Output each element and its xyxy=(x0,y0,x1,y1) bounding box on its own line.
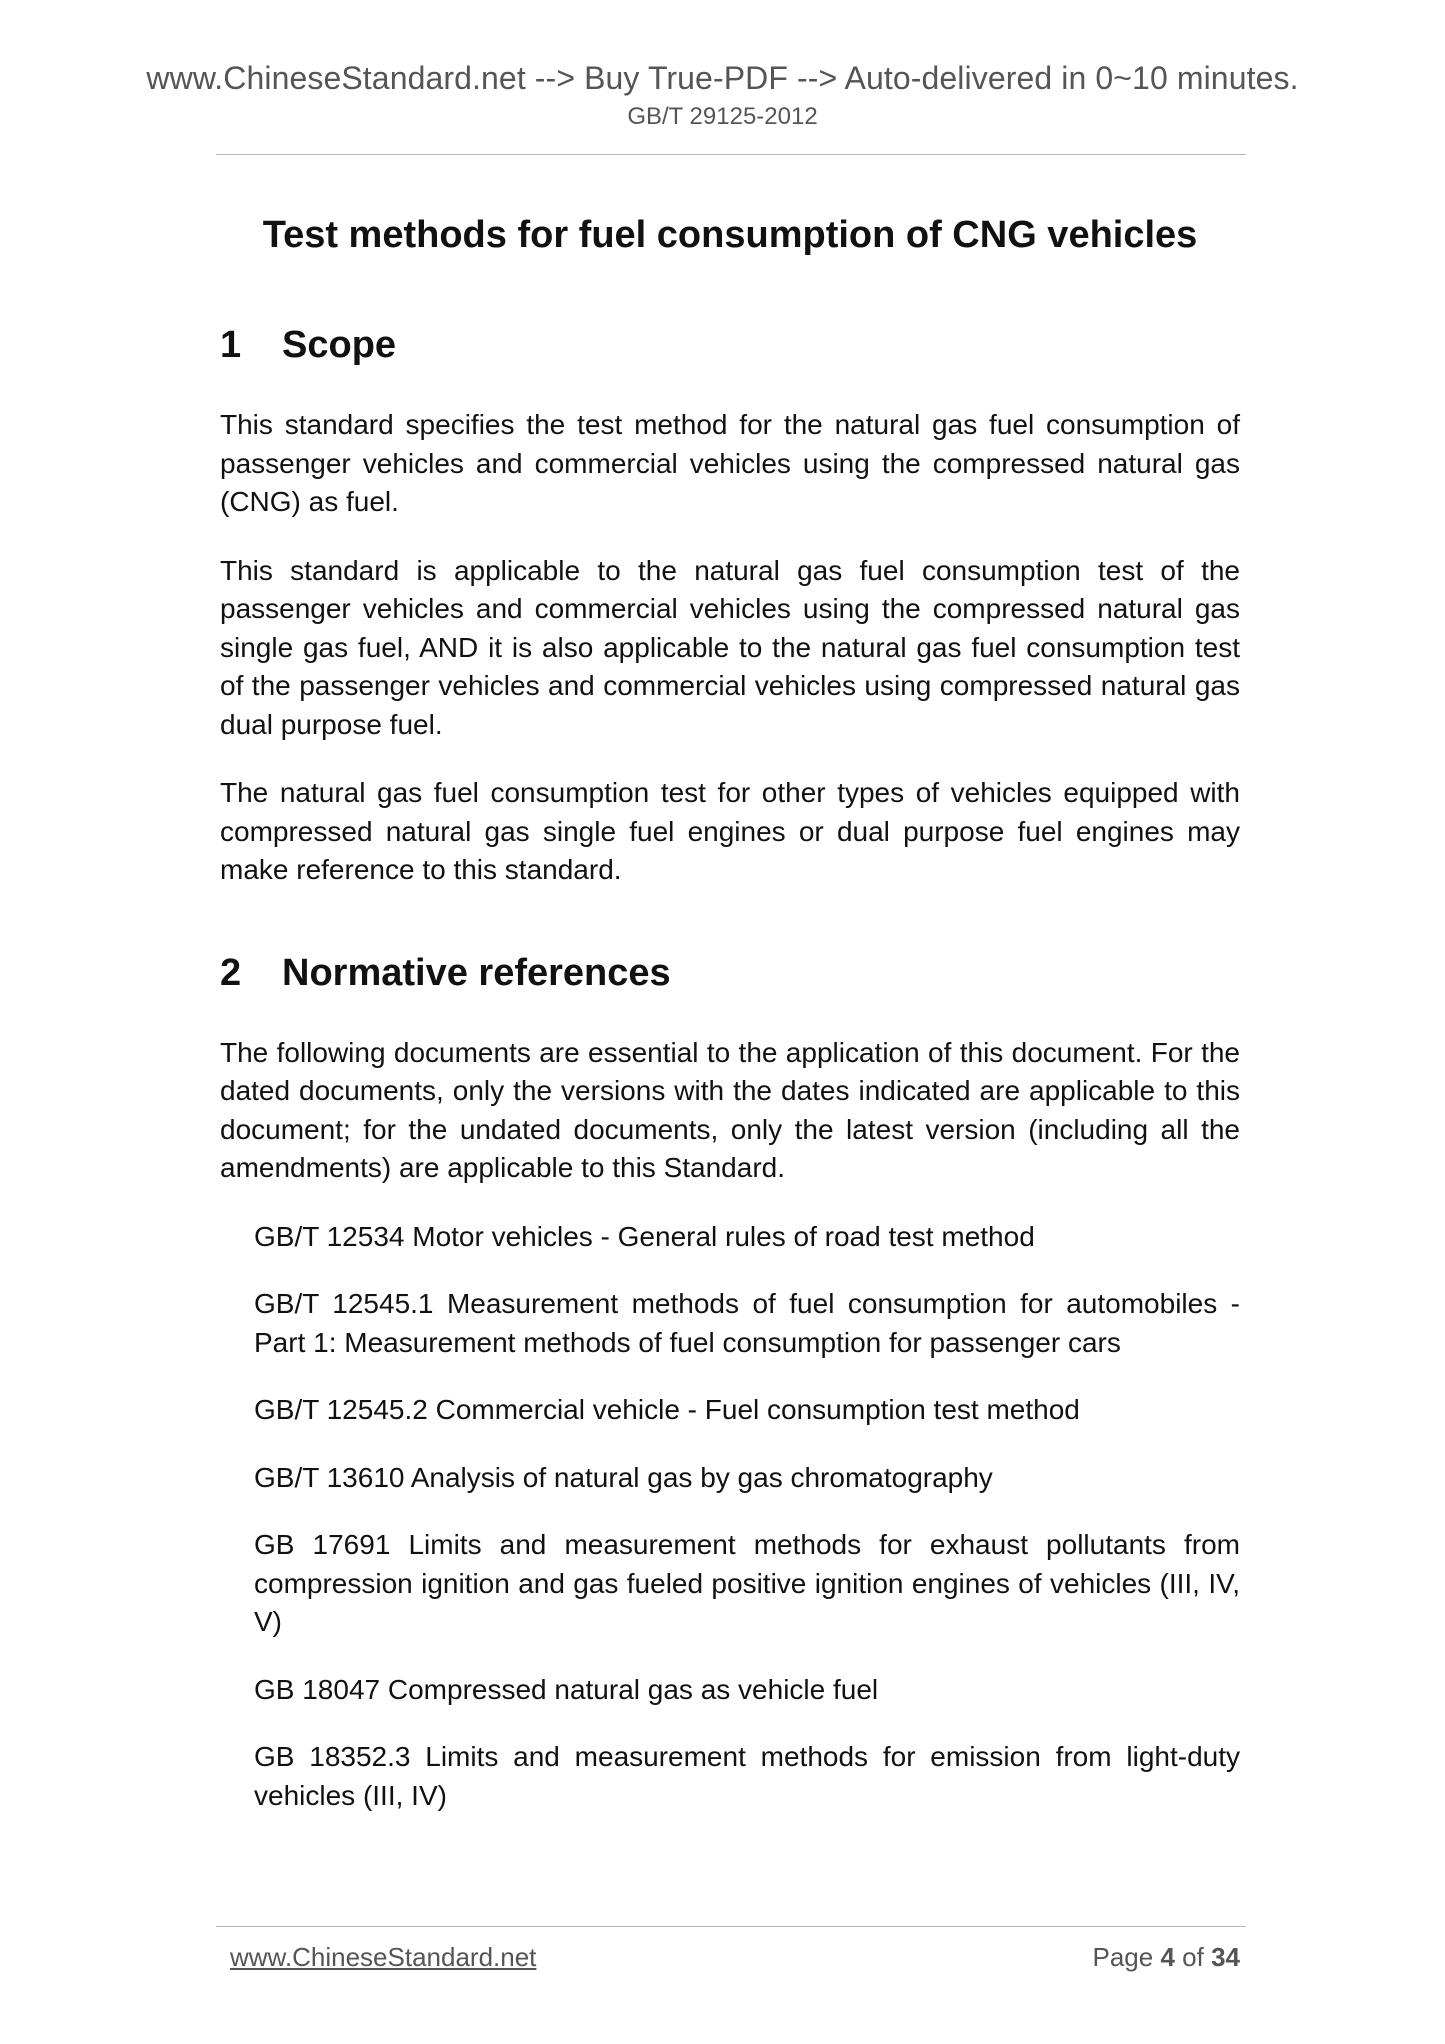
header-banner: www.ChineseStandard.net --> Buy True-PDF --> Auto-delivered in 0~10 minutes. xyxy=(146,60,1299,96)
reference-item: GB/T 13610 Analysis of natural gas by gas chromatography xyxy=(254,1461,993,1493)
section-number: 2 xyxy=(220,951,242,994)
reference-item: GB 18352.3 Limits and measurement methods for emission from light-duty vehicles (III, IV) xyxy=(254,1741,1240,1811)
section-title: Scope xyxy=(282,324,397,366)
page-word: Page xyxy=(1092,1942,1154,1972)
scope-paragraph: This standard specifies the test method for the natural gas fuel consumption of passenger vehicles and commercial vehicles using the compressed natural gas (CNG) as fuel. xyxy=(220,409,1240,517)
header-standard-id: GB/T 29125-2012 xyxy=(627,103,818,130)
footer-divider xyxy=(216,1926,1246,1927)
page-content xyxy=(220,210,1240,1844)
reference-item: GB 18047 Compressed natural gas as vehicle fuel xyxy=(254,1673,879,1705)
reference-item: GB/T 12545.1 Measurement methods of fuel consumption for automobiles - Part 1: Measurement methods of fuel consumption for passenger cars xyxy=(254,1288,1240,1358)
section-title: Normative references xyxy=(282,951,671,994)
section-number: 1 xyxy=(220,324,242,366)
reference-item: GB/T 12534 Motor vehicles - General rules of road test method xyxy=(254,1220,1035,1252)
reference-list xyxy=(220,1218,1240,1816)
reference-item: GB/T 12545.2 Commercial vehicle - Fuel consumption test method xyxy=(254,1394,1080,1425)
references-intro-paragraph: The following documents are essential to the application of this document. For the dated documents, only the versions with the dates indicated are applicable to this document; for the undated documents, only the latest version (including all the amendments) are applicable to this Standard. xyxy=(220,1036,1240,1183)
reference-item: GB 17691 Limits and measurement methods for exhaust pollutants from compression ignition and gas fueled positive ignition engines of vehicles (III, IV, V) xyxy=(254,1529,1240,1637)
footer-website-link[interactable]: www.ChineseStandard.net xyxy=(230,1942,537,1972)
page-total: 34 xyxy=(1211,1942,1240,1972)
page-current: 4 xyxy=(1160,1942,1175,1972)
header-divider xyxy=(216,154,1246,155)
scope-paragraph: The natural gas fuel consumption test for other types of vehicles equipped with compressed natural gas single fuel engines or dual purpose fuel engines may make reference to this standard. xyxy=(220,777,1240,885)
of-word: of xyxy=(1182,1942,1204,1972)
page-header xyxy=(0,58,1445,134)
page-number xyxy=(1092,1940,1240,1974)
scope-paragraph: This standard is applicable to the natural gas fuel consumption test of the passenger vehicles and commercial vehicles using the compressed natural gas single gas fuel, AND it is also applicable to the natural gas fuel consumption test of the passenger vehicles and commercial vehicles using compressed natural gas dual purpose fuel. xyxy=(220,554,1240,740)
section-heading-scope xyxy=(220,320,1240,370)
section-heading-normative-references xyxy=(220,948,1240,998)
document-title: Test methods for fuel consumption of CNG vehicles xyxy=(262,214,1198,256)
